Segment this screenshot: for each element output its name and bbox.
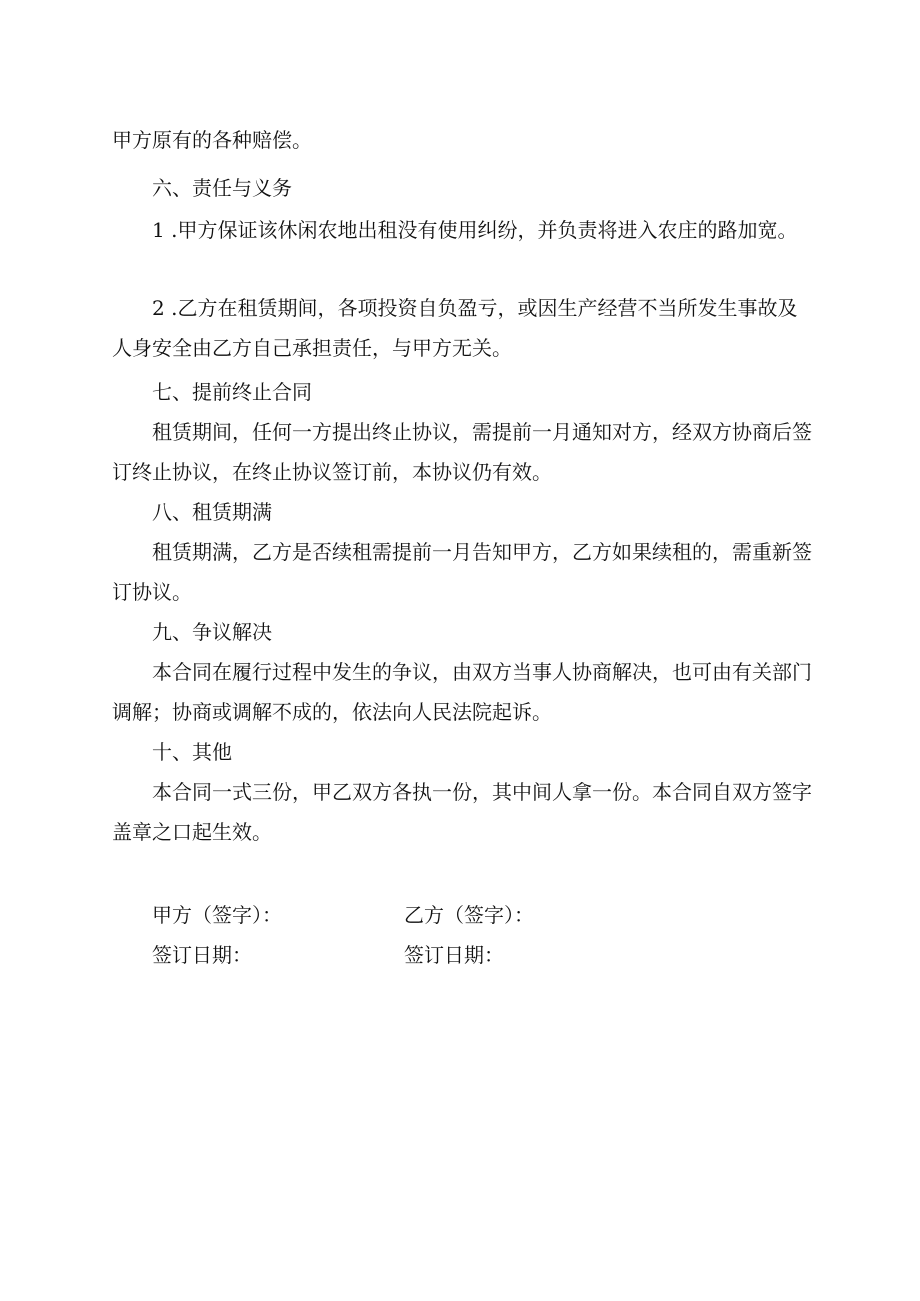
section-heading-early-termination: 七、提前终止合同 <box>152 380 312 404</box>
clause-dispute-resolution: 本合同在履行过程中发生的争议，由双方当事人协商解决，也可由有关部门调解；协商或调解不成的，依法向人民法院起诉。 <box>112 660 812 724</box>
clause-lease-expiry: 租赁期满，乙方是否续租需提前一月告知甲方，乙方如果续租的，需重新签订协议。 <box>112 540 812 604</box>
paragraph-continuation: 甲方原有的各种赔偿。 <box>112 128 312 152</box>
party-b-date-label: 签订日期： <box>404 943 504 967</box>
clause-6-2: 2 .乙方在租赁期间，各项投资自负盈亏，或因生产经营不当所发生事故及人身安全由乙方自己承担责任，与甲方无关。 <box>112 296 798 360</box>
party-a-signature-label: 甲方（签字）： <box>152 903 282 927</box>
section-heading-lease-expiry: 八、租赁期满 <box>152 500 272 524</box>
section-heading-other: 十、其他 <box>152 740 232 764</box>
clause-early-termination: 租赁期间，任何一方提出终止协议，需提前一月通知对方，经双方协商后签订终止协议，在终止协议签订前，本协议仍有效。 <box>112 420 812 484</box>
clause-6-1: 1 .甲方保证该休闲农地出租没有使用纠纷，并负责将进入农庄的路加宽。 <box>152 218 798 242</box>
party-b-signature-label: 乙方（签字）： <box>404 903 534 927</box>
section-heading-dispute-resolution: 九、争议解决 <box>152 620 272 644</box>
party-a-date-label: 签订日期： <box>152 943 252 967</box>
clause-other: 本合同一式三份，甲乙双方各执一份，其中间人拿一份。本合同自双方签字盖章之口起生效。 <box>112 780 812 844</box>
section-heading-responsibilities: 六、责任与义务 <box>152 176 292 200</box>
